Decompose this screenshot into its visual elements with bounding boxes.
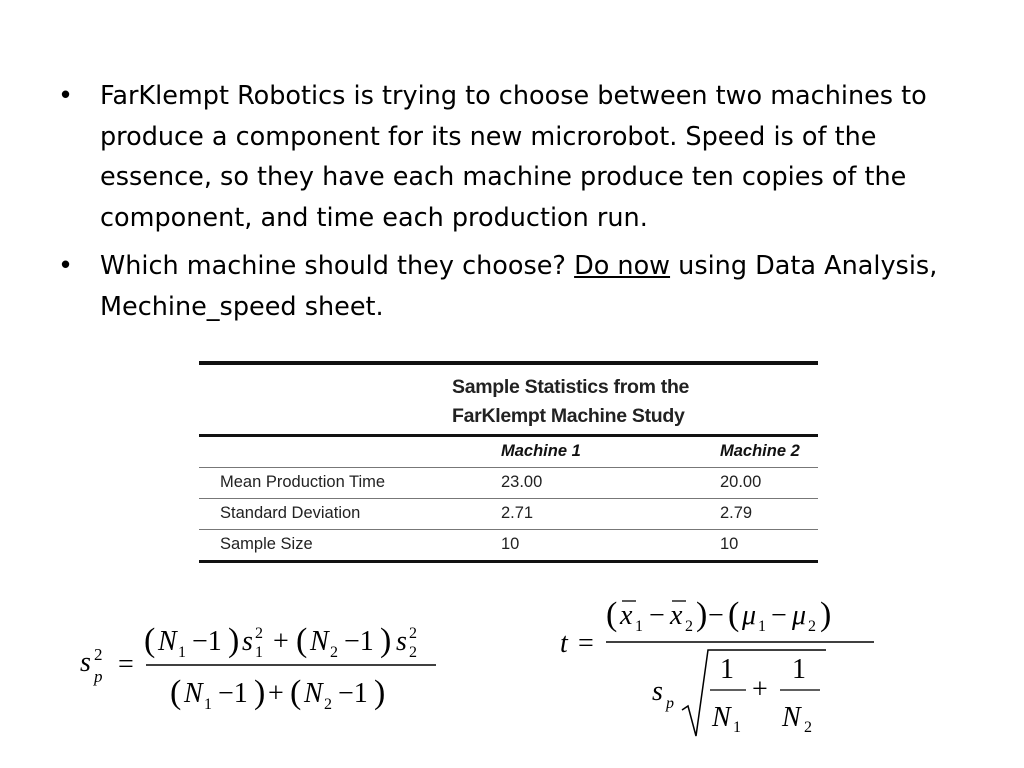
- svg-text:): ): [380, 622, 392, 659]
- row-label: Mean Production Time: [220, 473, 386, 491]
- svg-text:N: N: [712, 702, 731, 733]
- svg-text:x: x: [670, 600, 683, 631]
- bullet-item: [58, 76, 978, 238]
- svg-text:2: 2: [685, 618, 693, 635]
- svg-text:2: 2: [409, 625, 417, 642]
- row-label: Sample Size: [220, 535, 313, 553]
- svg-text:−: −: [708, 600, 724, 631]
- bullet-text-after: using Data Analysis, Mechine_speed sheet.: [100, 251, 938, 322]
- svg-text:t: t: [560, 628, 568, 659]
- svg-text:2: 2: [94, 645, 103, 664]
- pooled-variance-formula: [78, 605, 458, 725]
- svg-text:x: x: [620, 600, 633, 631]
- svg-text:(: (: [290, 674, 302, 711]
- column-header-machine-1: Machine 1: [501, 442, 581, 460]
- bullet-dot: •: [58, 251, 74, 281]
- svg-text:−1: −1: [192, 626, 222, 657]
- svg-text:2: 2: [808, 618, 816, 635]
- pooled-variance-formula-graphic: [78, 605, 458, 725]
- column-header-machine-2: Machine 2: [720, 442, 800, 460]
- svg-text:+: +: [273, 626, 289, 657]
- row-label: Standard Deviation: [220, 504, 361, 522]
- t-statistic-formula-graphic: [556, 592, 886, 748]
- svg-text:+: +: [268, 678, 284, 709]
- svg-text:−: −: [649, 600, 665, 631]
- svg-text:(: (: [144, 622, 156, 659]
- cell-value: 20.00: [720, 473, 762, 491]
- svg-text:(: (: [606, 596, 618, 633]
- svg-text:1: 1: [792, 654, 806, 685]
- svg-text:s: s: [396, 626, 407, 657]
- svg-text:−1: −1: [338, 678, 368, 709]
- svg-text:1: 1: [733, 719, 741, 736]
- svg-text:1: 1: [255, 644, 263, 661]
- svg-text:N: N: [184, 678, 203, 709]
- svg-text:(: (: [170, 674, 182, 711]
- table-title: [199, 365, 818, 434]
- svg-text:N: N: [158, 626, 177, 657]
- svg-text:μ: μ: [792, 600, 807, 631]
- svg-text:1: 1: [720, 654, 734, 685]
- bullet-item: [58, 246, 978, 327]
- table-row: [199, 530, 818, 560]
- svg-text:): ): [228, 622, 240, 659]
- svg-text:): ): [254, 674, 266, 711]
- svg-text:2: 2: [324, 696, 332, 713]
- cell-value: 2.79: [720, 504, 753, 522]
- bullet-underlined-text: Do now: [574, 251, 671, 281]
- svg-text:N: N: [304, 678, 323, 709]
- svg-text:s: s: [242, 626, 253, 657]
- svg-text:): ): [820, 596, 832, 633]
- bullet-text: FarKlempt Robotics is trying to choose between two machines to produce a component for its new microrobot. Speed is of the essence, so they have each machine produce ten copies of the component, and time each production run.: [100, 81, 927, 233]
- svg-text:2: 2: [330, 644, 338, 661]
- svg-text:1: 1: [178, 644, 186, 661]
- table-title-line-1: Sample Statistics from the: [452, 376, 690, 398]
- cell-value: 23.00: [501, 473, 543, 491]
- svg-text:1: 1: [635, 618, 643, 635]
- table-title-line-2: FarKlempt Machine Study: [452, 405, 685, 427]
- svg-text:2: 2: [255, 625, 263, 642]
- t-statistic-formula: [556, 592, 886, 748]
- cell-value: 10: [501, 535, 520, 553]
- svg-text:+: +: [752, 674, 768, 705]
- svg-text:1: 1: [758, 618, 766, 635]
- svg-text:): ): [696, 596, 708, 633]
- bullet-text-before: Which machine should they choose?: [100, 251, 575, 281]
- svg-text:s: s: [80, 647, 91, 678]
- svg-text:s: s: [652, 676, 663, 707]
- table-row: [199, 468, 818, 498]
- svg-text:−1: −1: [218, 678, 248, 709]
- bullet-dot: •: [58, 81, 74, 111]
- svg-text:μ: μ: [742, 600, 757, 631]
- svg-text:−: −: [771, 600, 787, 631]
- svg-text:2: 2: [804, 719, 812, 736]
- table-bottom-rule: [199, 560, 818, 563]
- svg-text:(: (: [728, 596, 740, 633]
- svg-text:N: N: [782, 702, 801, 733]
- svg-text:2: 2: [409, 644, 417, 661]
- svg-text:(: (: [296, 622, 308, 659]
- svg-text:1: 1: [204, 696, 212, 713]
- table-header-row: [199, 437, 818, 467]
- cell-value: 10: [720, 535, 739, 553]
- cell-value: 2.71: [501, 504, 534, 522]
- table-row: [199, 499, 818, 529]
- svg-text:): ): [374, 674, 386, 711]
- svg-text:p: p: [666, 695, 674, 712]
- svg-text:p: p: [94, 667, 103, 686]
- svg-text:−1: −1: [344, 626, 374, 657]
- bullet-list: [58, 76, 978, 335]
- svg-text:=: =: [578, 628, 594, 659]
- svg-text:N: N: [310, 626, 329, 657]
- svg-text:=: =: [118, 649, 134, 680]
- sample-statistics-table: [199, 361, 818, 563]
